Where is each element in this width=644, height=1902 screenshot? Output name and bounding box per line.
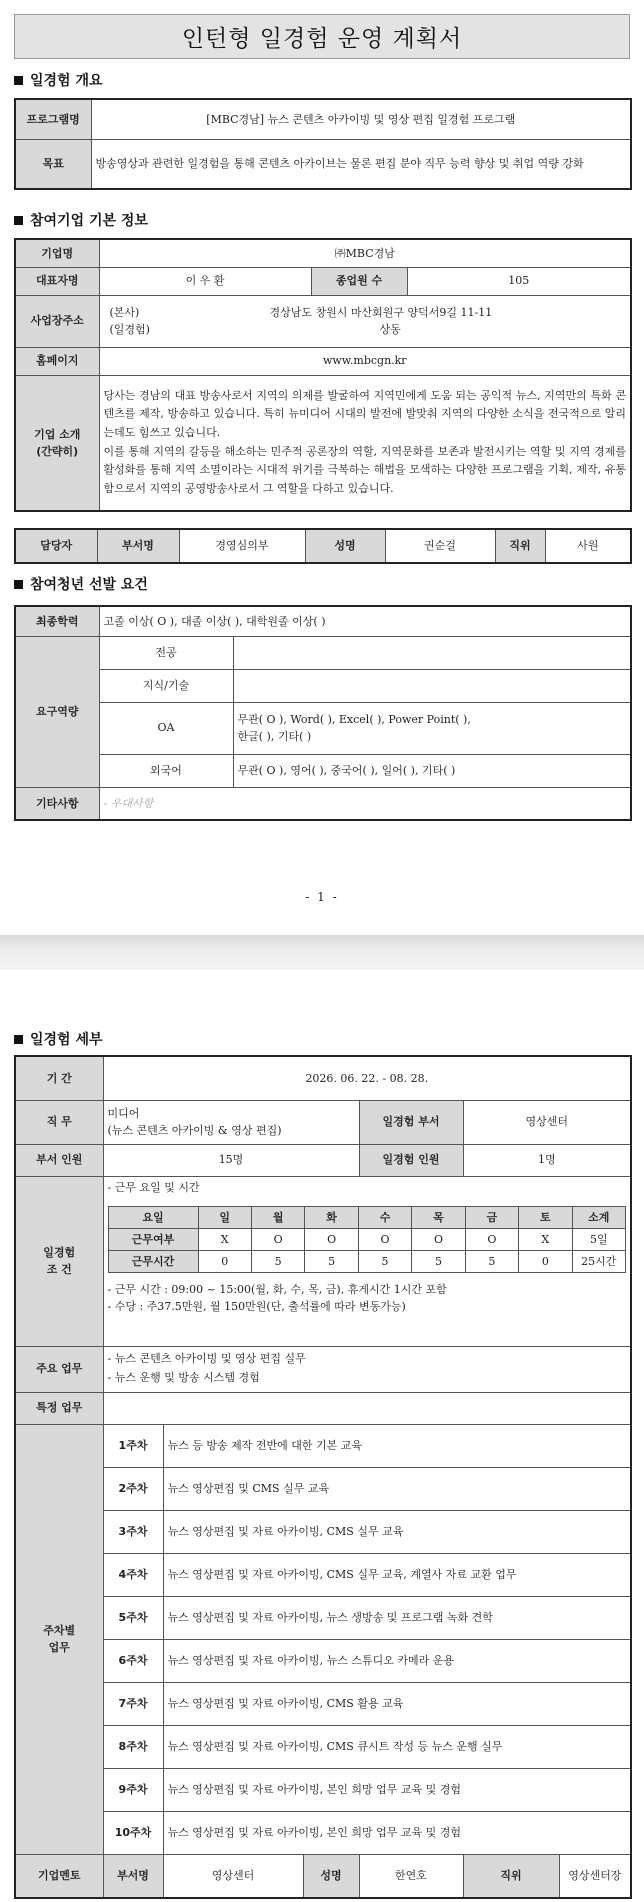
detail-table — [14, 1055, 632, 1899]
section-detail-heading: 일경험 세부 — [14, 1029, 103, 1049]
company-name-value: ㈜MBC경남 — [99, 239, 631, 267]
intro-label: 기업 소개 (간략히) — [15, 375, 99, 511]
address-hq-tag: (본사) — [109, 305, 140, 319]
job-label: 직 무 — [15, 1100, 103, 1144]
weekly-label: 주차별 업무 — [15, 1424, 103, 1854]
ceo-value: 이 우 환 — [99, 267, 311, 295]
competency-label: 요구역량 — [15, 636, 99, 787]
oa-label: OA — [99, 702, 233, 754]
mentor-name-label: 성명 — [303, 1854, 359, 1898]
skill-value — [233, 669, 631, 702]
address-work-tag: (일경험) — [109, 323, 150, 336]
week-task: 뉴스 영상편집 및 자료 아카이빙, CMS 실무 교육 — [163, 1510, 631, 1553]
conditions-value — [103, 1176, 631, 1346]
week-task: 뉴스 영상편집 및 자료 아카이빙, 본인 희망 업무 교육 및 경험 — [163, 1768, 631, 1811]
week-label: 1주차 — [103, 1424, 163, 1467]
page-1 — [0, 0, 644, 935]
intro-paragraph-1: 당사는 경남의 대표 방송사로서 지역의 의제를 발굴하여 지역민에게 도움 되는 공익적 뉴스, 지역만의 특화 콘텐츠를 제작, 방송하고 있습니다. 특히 뉴미디어 시대의 발전에 발맞춰 지역의 다양한 소식을 전국적으로 알리는데도 힘쓰고 있습니다. — [103, 388, 627, 440]
contact-table — [14, 528, 632, 564]
special-duty-value — [103, 1392, 631, 1424]
mentor-dept-value: 영상센터 — [163, 1854, 303, 1898]
week-label: 5주차 — [103, 1596, 163, 1639]
job-value: 미디어 (뉴스 콘텐츠 아카이빙 & 영상 편집) — [103, 1100, 359, 1144]
etc-label: 기타사항 — [15, 787, 99, 820]
contact-label: 담당자 — [15, 529, 97, 563]
major-value — [233, 636, 631, 669]
square-bullet-icon — [14, 216, 23, 225]
contact-position-label: 직위 — [495, 529, 545, 563]
oa-value: 무관( O ), Word( ), Excel( ), Power Point( ), 한글( ), 기타( ) — [233, 702, 631, 754]
contact-position-value: 사원 — [545, 529, 631, 563]
contact-dept-label: 부서명 — [97, 529, 179, 563]
goal-label: 목표 — [15, 139, 91, 189]
schedule-table — [108, 1206, 627, 1273]
conditions-note-hours: - 근무 시간 : 09:00 ~ 15:00(월, 화, 수, 목, 금), 휴게시간 1시간 포함 — [107, 1282, 447, 1296]
square-bullet-icon — [14, 580, 23, 589]
program-value: [MBC경남] 뉴스 콘텐츠 아카이빙 및 영상 편집 일경험 프로그램 — [91, 99, 631, 139]
intern-count-value: 1명 — [463, 1144, 631, 1176]
square-bullet-icon — [14, 76, 23, 85]
ceo-label: 대표자명 — [15, 267, 99, 295]
goal-value: 방송영상과 관련한 일경험을 통해 콘텐츠 아카이브는 물론 편집 분야 직무 능력 향상 및 취업 역량 강화 — [91, 139, 631, 189]
page-2 — [0, 970, 644, 1902]
section-overview-heading: 일경험 개요 — [14, 70, 103, 90]
employees-label: 종업원 수 — [311, 267, 407, 295]
contact-name-label: 성명 — [305, 529, 385, 563]
square-bullet-icon — [14, 1035, 23, 1044]
document-title: 인턴형 일경험 운영 계획서 — [14, 14, 630, 59]
mentor-position-label: 직위 — [463, 1854, 559, 1898]
period-value: 2026. 06. 22. - 08. 28. — [103, 1056, 631, 1100]
week-task: 뉴스 영상편집 및 자료 아카이빙, 뉴스 스튜디오 카메라 운용 — [163, 1639, 631, 1682]
mentor-label: 기업멘토 — [15, 1854, 103, 1898]
mentor-dept-label: 부서명 — [103, 1854, 163, 1898]
page-number: - 1 - — [305, 890, 339, 904]
main-duty-value: - 뉴스 콘텐츠 아카이빙 및 영상 편집 실무 - 뉴스 운행 및 방송 시스템 경험 — [103, 1346, 631, 1392]
schedule-row: 근무시간 0 5 5 5 5 5 0 25시간 — [108, 1250, 626, 1272]
period-label: 기 간 — [15, 1056, 103, 1100]
page-separator — [0, 935, 644, 970]
conditions-title: - 근무 요일 및 시간 — [107, 1180, 200, 1194]
contact-dept-value: 경영심의부 — [179, 529, 305, 563]
etc-value: - 우대사항 — [99, 787, 631, 820]
program-label: 프로그램명 — [15, 99, 91, 139]
week-task: 뉴스 영상편집 및 자료 아카이빙, CMS 큐시트 작성 등 뉴스 운행 실무 — [163, 1725, 631, 1768]
staff-value: 15명 — [103, 1144, 359, 1176]
company-table — [14, 238, 632, 512]
week-label: 6주차 — [103, 1639, 163, 1682]
intro-paragraph-2: 이를 통해 지역의 갈등을 해소하는 민주적 공론장의 역할, 지역문화를 보존과 발전시키는 역할 및 지역 경제를 활성화를 통해 지역 소멸이라는 시대적 위기를 극복하는 해법을 모색하는 다양한 프로그램을 기획, 제작, 유통함으로서 지역의 공영방송사로서 그 역할을 다하고 있습니다. — [103, 444, 627, 496]
intro-value — [99, 375, 631, 511]
schedule-row: 근무여부 X O O O O O X 5일 — [108, 1228, 626, 1250]
week-label: 4주차 — [103, 1553, 163, 1596]
address-label: 사업장주소 — [15, 295, 99, 347]
dept-label: 일경험 부서 — [359, 1100, 463, 1144]
language-value: 무관( O ), 영어( ), 중국어( ), 일어( ), 기타( ) — [233, 754, 631, 787]
week-label: 9주차 — [103, 1768, 163, 1811]
address-value — [99, 295, 631, 347]
homepage-link[interactable]: www.mbcgn.kr — [99, 347, 631, 375]
overview-table — [14, 98, 632, 190]
conditions-label: 일경험 조 건 — [15, 1176, 103, 1346]
main-duty-label: 주요 업무 — [15, 1346, 103, 1392]
week-task: 뉴스 영상편집 및 자료 아카이빙, 뉴스 생방송 및 프로그램 녹화 견학 — [163, 1596, 631, 1639]
week-label: 2주차 — [103, 1467, 163, 1510]
company-name-label: 기업명 — [15, 239, 99, 267]
homepage-label: 홈페이지 — [15, 347, 99, 375]
contact-name-value: 권순걸 — [385, 529, 495, 563]
skill-label: 지식/기술 — [99, 669, 233, 702]
mentor-position-value: 영상센터장 — [559, 1854, 631, 1898]
week-task: 뉴스 영상편집 및 자료 아카이빙, 본인 희망 업무 교육 및 경험 — [163, 1811, 631, 1854]
dept-value: 영상센터 — [463, 1100, 631, 1144]
conditions-note-pay: - 수당 : 주37.5만원, 월 150만원(단, 출석률에 따라 변동가능) — [107, 1299, 406, 1313]
section-requirements-heading: 참여청년 선발 요건 — [14, 574, 148, 594]
intern-count-label: 일경험 인원 — [359, 1144, 463, 1176]
special-duty-label: 특정 업무 — [15, 1392, 103, 1424]
section-company-heading: 참여기업 기본 정보 — [14, 210, 148, 230]
employees-value: 105 — [407, 267, 631, 295]
week-label: 3주차 — [103, 1510, 163, 1553]
address-work-value: 상동 — [379, 323, 401, 336]
schedule-header-row: 요일 일 월 화 수 목 금 토 소계 — [108, 1206, 626, 1228]
mentor-name-value: 한연호 — [359, 1854, 463, 1898]
week-task: 뉴스 영상편집 및 자료 아카이빙, CMS 실무 교육, 계열사 자료 교환 업무 — [163, 1553, 631, 1596]
requirements-table — [14, 605, 632, 821]
language-label: 외국어 — [99, 754, 233, 787]
staff-label: 부서 인원 — [15, 1144, 103, 1176]
education-value: 고졸 이상( O ), 대졸 이상( ), 대학원졸 이상( ) — [99, 606, 631, 636]
education-label: 최종학력 — [15, 606, 99, 636]
week-task: 뉴스 영상편집 및 CMS 실무 교육 — [163, 1467, 631, 1510]
week-label: 8주차 — [103, 1725, 163, 1768]
address-hq-value: 경상남도 창원시 마산회원구 양덕서9길 11-11 — [269, 305, 493, 319]
week-task: 뉴스 영상편집 및 자료 아카이빙, CMS 활용 교육 — [163, 1682, 631, 1725]
week-label: 7주차 — [103, 1682, 163, 1725]
week-task: 뉴스 등 방송 제작 전반에 대한 기본 교육 — [163, 1424, 631, 1467]
week-label: 10주차 — [103, 1811, 163, 1854]
major-label: 전공 — [99, 636, 233, 669]
